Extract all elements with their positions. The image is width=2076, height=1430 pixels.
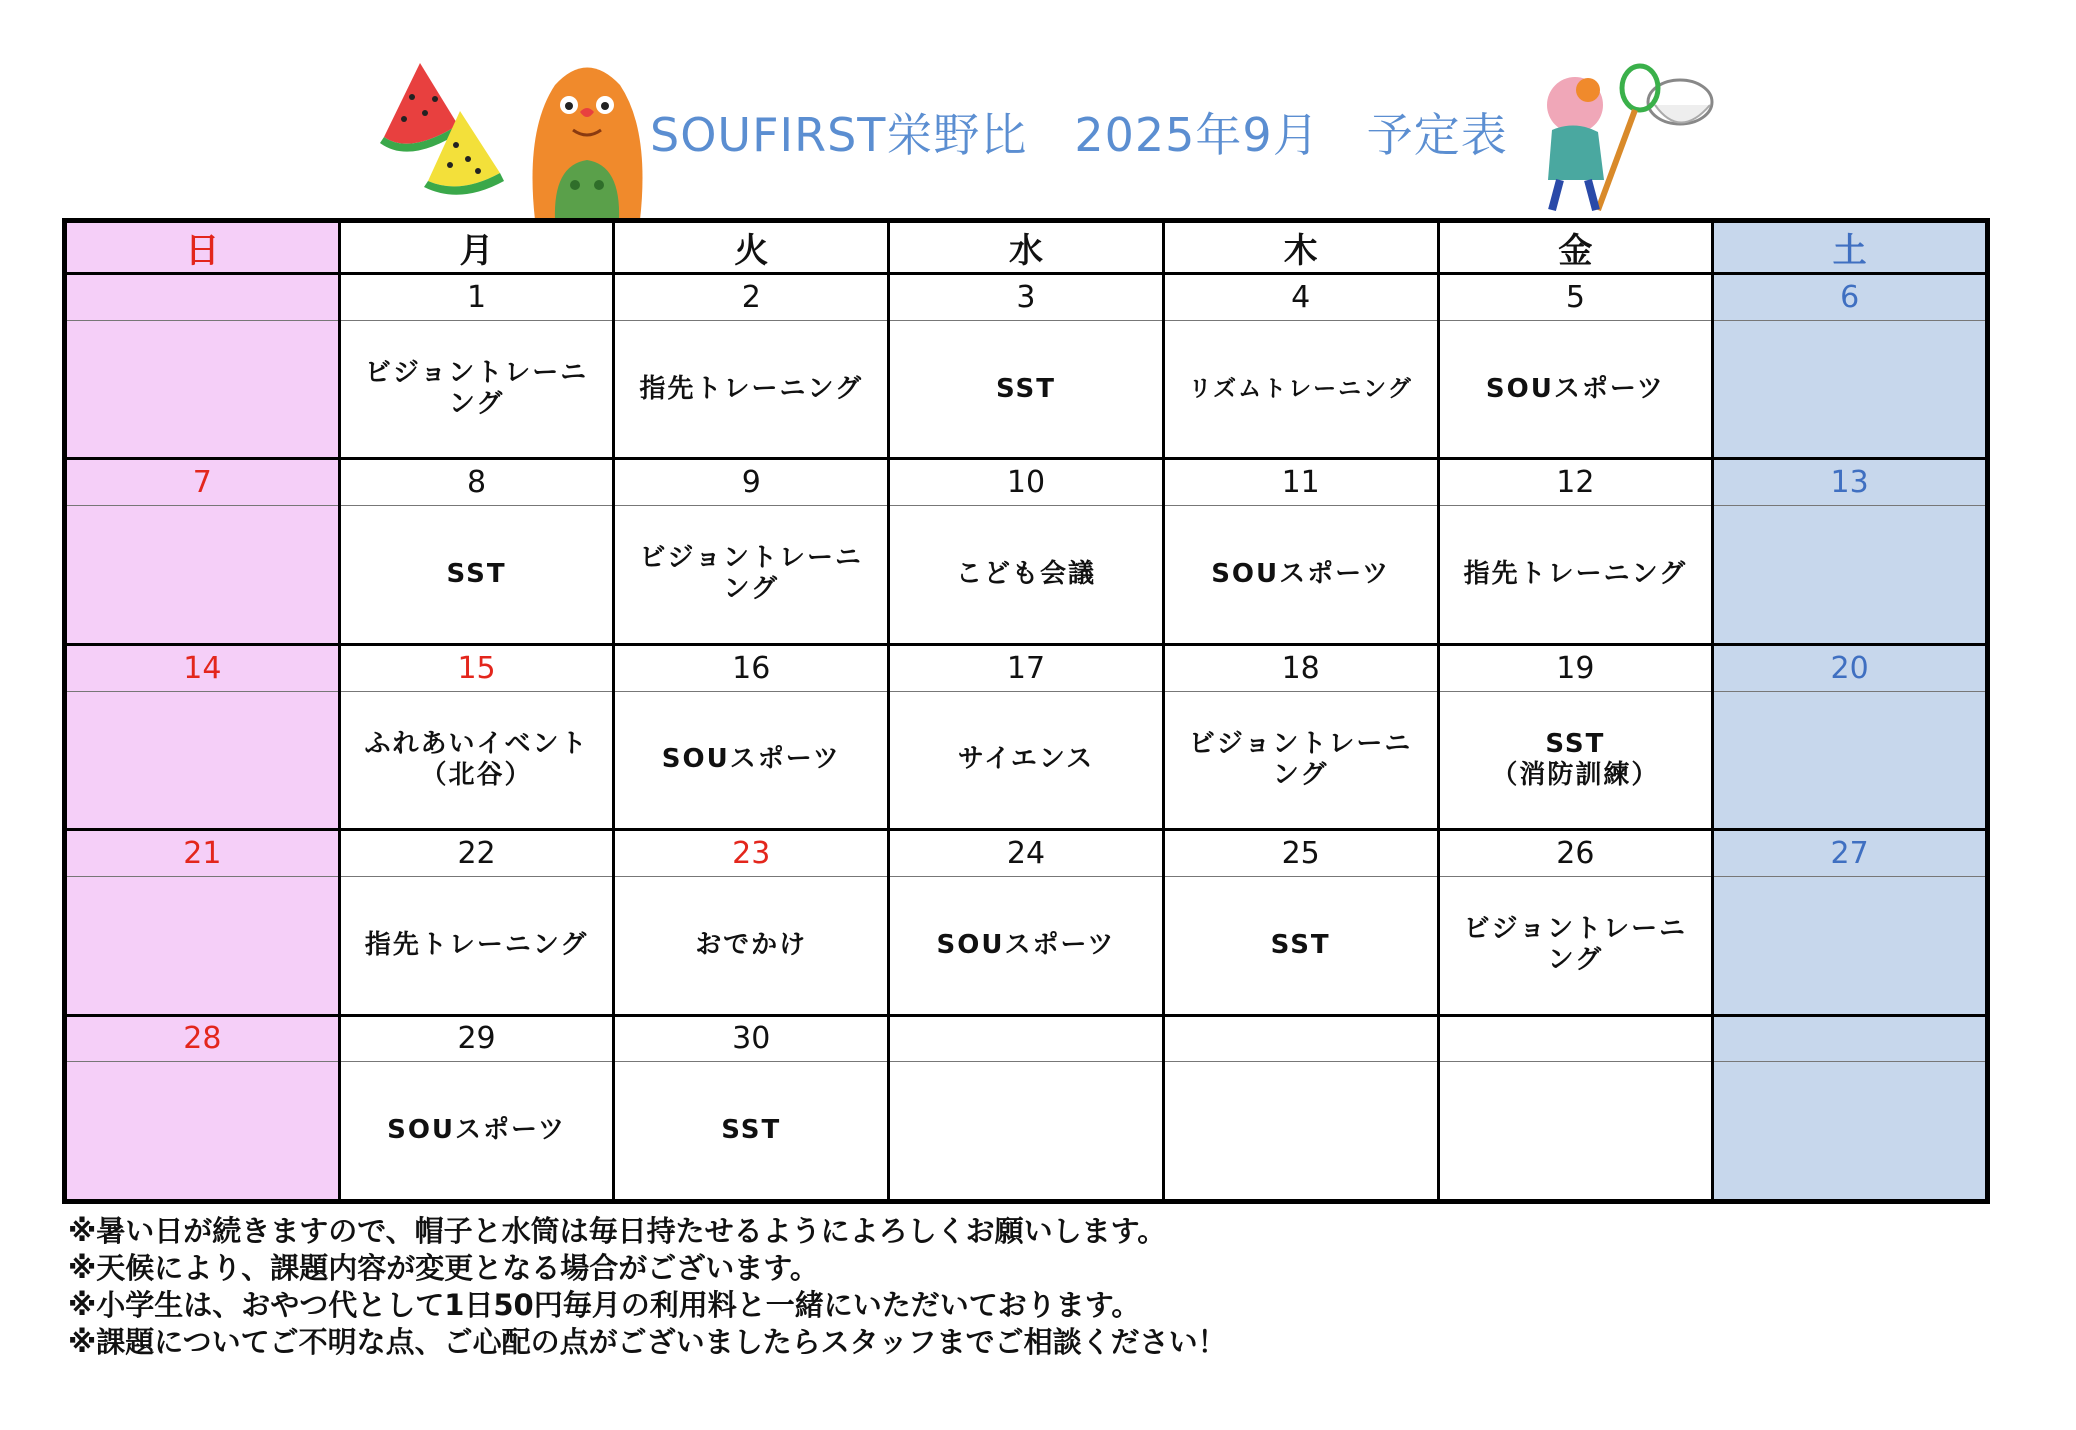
week-1-activities <box>65 320 1988 459</box>
activity-cell <box>65 691 340 830</box>
week-2-dates <box>65 459 1988 506</box>
weekday-thursday: 木 <box>1163 221 1438 274</box>
activity-cell <box>1438 691 1713 830</box>
activity-cell <box>1163 691 1438 830</box>
date-cell <box>1438 1015 1713 1062</box>
activity-cell <box>65 876 340 1015</box>
activity-cell <box>1438 506 1713 645</box>
note-line: ※天候により、課題内容が変更となる場合がございます。 <box>68 1251 819 1285</box>
date-cell: 19 <box>1438 644 1713 691</box>
activity-cell <box>1713 876 1988 1015</box>
activity-cell <box>1713 320 1988 459</box>
date-cell: 22 <box>339 830 614 877</box>
weekday-header-row <box>65 221 1988 274</box>
date-cell <box>889 1015 1164 1062</box>
activity-label: SST （消防訓練） <box>1491 728 1660 790</box>
notes-section <box>68 1213 1227 1361</box>
activity-label: SST <box>721 1115 782 1146</box>
date-cell: 30 <box>614 1015 889 1062</box>
activity-cell <box>339 1062 614 1202</box>
activity-cell <box>889 1062 1164 1202</box>
activity-label: こども会議 <box>955 558 1096 589</box>
activity-cell <box>889 876 1164 1015</box>
activity-label: ふれあいイベント （北谷） <box>364 728 589 790</box>
date-cell: 29 <box>339 1015 614 1062</box>
activity-cell <box>1713 1062 1988 1202</box>
date-cell: 17 <box>889 644 1164 691</box>
weekday-wednesday: 水 <box>889 221 1164 274</box>
calendar-table <box>62 218 1990 1204</box>
date-cell: 25 <box>1163 830 1438 877</box>
date-cell: 18 <box>1163 644 1438 691</box>
date-cell: 1 <box>339 274 614 321</box>
activity-label: ビジョントレーニング <box>1188 728 1413 790</box>
activity-cell <box>1163 1062 1438 1202</box>
date-cell: 28 <box>65 1015 340 1062</box>
date-cell: 27 <box>1713 830 1988 877</box>
date-cell: 7 <box>65 459 340 506</box>
activity-cell <box>1438 320 1713 459</box>
date-cell: 24 <box>889 830 1164 877</box>
activity-cell <box>339 876 614 1015</box>
activity-cell <box>65 506 340 645</box>
date-cell <box>65 274 340 321</box>
date-cell: 2 <box>614 274 889 321</box>
activity-label: サイエンス <box>957 744 1095 775</box>
activity-label: 指先トレーニング <box>364 929 589 960</box>
week-5-dates <box>65 1015 1988 1062</box>
activity-label: 指先トレーニング <box>639 373 863 404</box>
bug-net-boy-icon <box>1530 60 1715 220</box>
week-3-activities <box>65 691 1988 830</box>
activity-cell <box>889 506 1164 645</box>
mascot-icon <box>525 60 650 220</box>
activity-cell <box>614 691 889 830</box>
activity-label: 指先トレーニング <box>1463 558 1688 589</box>
activity-cell <box>65 1062 340 1202</box>
activity-cell <box>614 1062 889 1202</box>
activity-cell <box>889 320 1164 459</box>
week-2-activities <box>65 506 1988 645</box>
note-line: ※小学生は、おやつ代として1日50円毎月の利用料と一緒にいただいております。 <box>68 1288 1141 1322</box>
activity-label: ビジョントレーニング <box>1463 914 1688 976</box>
date-cell: 4 <box>1163 274 1438 321</box>
activity-label: SST <box>1270 929 1331 960</box>
activity-cell <box>1438 876 1713 1015</box>
date-cell: 12 <box>1438 459 1713 506</box>
activity-cell <box>339 320 614 459</box>
activity-label: ビジョントレーニング <box>639 543 863 605</box>
holiday-date-cell: 15 <box>339 644 614 691</box>
weekday-saturday: 土 <box>1713 221 1988 274</box>
activity-cell <box>889 691 1164 830</box>
weekday-tuesday: 火 <box>614 221 889 274</box>
week-3-dates <box>65 644 1988 691</box>
date-cell: 5 <box>1438 274 1713 321</box>
header <box>380 55 1720 220</box>
activity-label: SST <box>446 558 507 589</box>
date-cell: 10 <box>889 459 1164 506</box>
activity-label: SOUスポーツ <box>936 929 1116 960</box>
week-1-dates <box>65 274 1988 321</box>
date-cell: 26 <box>1438 830 1713 877</box>
activity-cell <box>614 506 889 645</box>
activity-label: SST <box>995 373 1056 404</box>
date-cell: 16 <box>614 644 889 691</box>
date-cell: 9 <box>614 459 889 506</box>
activity-cell <box>614 320 889 459</box>
activity-label: SOUスポーツ <box>1211 558 1391 589</box>
weekday-friday: 金 <box>1438 221 1713 274</box>
activity-cell <box>614 876 889 1015</box>
date-cell: 3 <box>889 274 1164 321</box>
date-cell: 14 <box>65 644 340 691</box>
activity-label: ビジョントレーニング <box>364 358 589 420</box>
week-5-activities <box>65 1062 1988 1202</box>
date-cell: 8 <box>339 459 614 506</box>
holiday-date-cell: 23 <box>614 830 889 877</box>
activity-label: SOUスポーツ <box>661 744 841 775</box>
activity-cell <box>1438 1062 1713 1202</box>
activity-cell <box>339 506 614 645</box>
date-cell: 13 <box>1713 459 1988 506</box>
date-cell <box>1713 1015 1988 1062</box>
note-line: ※暑い日が続きますので、帽子と水筒は毎日持たせるようによろしくお願いします。 <box>68 1214 1167 1248</box>
activity-cell <box>1163 876 1438 1015</box>
activity-cell <box>1713 506 1988 645</box>
activity-label: SOUスポーツ <box>1485 373 1665 404</box>
week-4-activities <box>65 876 1988 1015</box>
date-cell: 20 <box>1713 644 1988 691</box>
page-title: SOUFIRST栄野比 2025年9月 予定表 <box>650 108 1508 162</box>
weekday-monday: 月 <box>339 221 614 274</box>
date-cell: 6 <box>1713 274 1988 321</box>
activity-cell <box>1163 506 1438 645</box>
activity-label: リズムトレーニング <box>1188 376 1413 403</box>
activity-cell <box>65 320 340 459</box>
note-line: ※課題についてご不明な点、ご心配の点がございましたらスタッフまでご相談ください！ <box>68 1325 1227 1359</box>
activity-cell <box>1163 320 1438 459</box>
activity-label: SOUスポーツ <box>387 1115 566 1146</box>
activity-cell <box>339 691 614 830</box>
activity-cell <box>1713 691 1988 830</box>
watermelon-icon <box>380 55 510 205</box>
week-4-dates <box>65 830 1988 877</box>
date-cell: 21 <box>65 830 340 877</box>
date-cell: 11 <box>1163 459 1438 506</box>
activity-label: おでかけ <box>695 929 808 960</box>
weekday-sunday: 日 <box>65 221 340 274</box>
date-cell <box>1163 1015 1438 1062</box>
